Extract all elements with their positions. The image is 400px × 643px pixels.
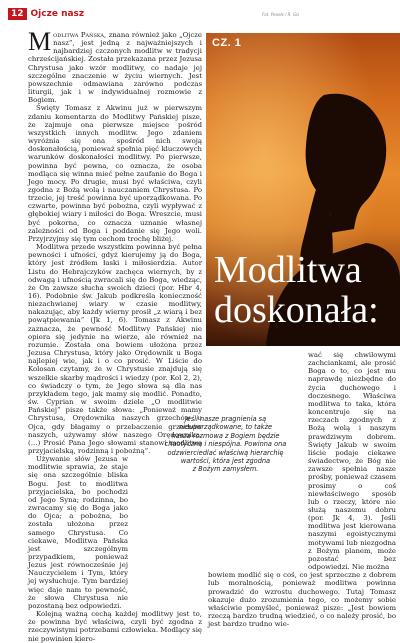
right-paragraph-2: bowiem modlić się o coś, co jest sprzeczne z dobrem lub moralnością, ponieważ modlitwa powinna prowadzić do wzrostu duchowego. Tutaj Tomasz okazuje dużo zrozumienia tego, co możemy sobie właściwie pomyśleć, ponieważ pisze: „Jest bowiem rzeczą bardzo trudną wiedzieć, o co należy prosić, bo jest bardzo trudno wie- — [208, 571, 396, 629]
paragraph-5: Kolejną ważną cechą każdej modlitwy jest to, że powinna być właściwa, czyli być zgodna z rzeczywistymi potrzebami człowieka. Modlący się nie powinien kiero- — [28, 610, 202, 643]
page-header — [8, 8, 84, 20]
right-paragraph-1: wać się chwilowymi zachciankami, ale prosić Boga o to, co jest mu naprawdę niezbędne do życia duchowego i doczesnego. Właściwa modlitwa to taka, która koncentruje się na rzeczach zgodnych z Bożą wolą i naszym prawdziwym dobrem. Święty Jakub w swoim liście podaje ciekawe świadectwo, że Bóg nie zawsze spełnia nasze prośby, ponieważ czasem prosimy o coś niewłaściwego sposób lub o rzeczy, które nie służą naszemu dobru (por. Jk 4, 3). Jeśli modlitwa jest kierowana naszymi egoistycznymi motywami lub niezgodna z Bożym planem, może pozostać bez odpowiedzi. Nie można — [308, 351, 397, 572]
chapter-label: CZ. 1 — [212, 37, 242, 49]
title-line-1: Modlitwa — [214, 249, 362, 291]
quote-line: z Bożym zamysłem. — [192, 465, 259, 474]
quote-line: wartości, która jest zgodna — [180, 457, 271, 466]
paragraph-1 — [28, 27, 202, 105]
quote-line: Jeśli nasze pragnienia są — [184, 415, 267, 423]
title-line-2: doskonała: — [214, 289, 379, 331]
paragraph-4: Używanie słów Jezusa w modlitwie sprawia, że staje się ona szczególnie bliska Bogu. Jest to modlitwa przyjacielska, bo pochodzi od Jego Syna; rodzinna, bo zwracamy się do Boga jako do Ojca; a pobożna, bo została ułożona przez samego Chrystusa. Co ciekawe, Modlitwa Pańska jest szczególnym przypadkiem, ponieważ Jezus jest równocześnie jej Nauczycielem i Tym, który jej wysłuchuje. Tym bardziej więc daje nam to pewność, że słowa Chrystusa nie pozostaną bez odpowiedzi. — [28, 455, 128, 610]
photo-credit: Fot. Pexels / R. Gis — [262, 12, 300, 17]
lead-in: odlitwa Pańska, — [53, 31, 107, 39]
section-title: Ojcze nasz — [30, 9, 85, 19]
pull-quote — [148, 415, 303, 474]
quote-line: nasza rozmowa z Bogiem będzie — [171, 431, 280, 440]
quote-line: odzwierciedlać właściwą hierarchię — [167, 448, 284, 457]
quote-line: chaotyczna i niespójna. Powinna ona — [164, 440, 287, 449]
article-title — [214, 250, 379, 330]
quote-line: nieuporządkowane, to także — [178, 423, 273, 432]
page-number: 12 — [8, 8, 27, 20]
drop-cap: M — [28, 27, 52, 56]
paragraph-2: Święty Tomasz z Akwinu już w pierwszym zdaniu komentarza do Modlitwy Pańskiej pisze, że zajmuje ona pierwsze miejsce pośród wszystkich innych modlitw. Jego zdaniem wyróżnia się ona spośród nich swoją doskonałością, ponieważ spełnia pięć kluczowych warunków doskonałości modlitwy. Po pierwsze, powinna być pewna, co oznacza, że osoba modląca się winna mieć pełne zaufanie do Boga i Jego mocy. Po drugie, musi być właściwa, czyli zgodna z Bożą wolą i nauczaniem Chrystusa. Po trzecie, jej treść powinna być uporządkowana. Po czwarte, powinna być pobożna, czyli wypływać z głębokiej wiary i miłości do Boga. Wreszcie, musi być pokorna, co oznacza uznanie własnej zależności od Boga i poddanie się Jego woli. Przyjrzyjmy się tym cechom trochę bliżej. — [28, 104, 202, 243]
paragraph-1-text: znana również jako „Ojcze nasz”, jest jedną z najważniejszych i najbardziej czczonych modlitw w tradycji chrześcijańskiej. Została przekazana przez Jezusa Chrystusa jako wzór modlitwy, co nadaje jej szczególne znaczenie w życiu wiernych. Jest powszechnie odmawiana zarówno podczas liturgii, jak i w indywidualnej rozmowie z Bogiem. — [28, 31, 202, 105]
paragraph-3: Modlitwa przede wszystkim powinna być pełna pewności i ufności, gdyż kierujemy ją do Boga, który jest źródłem łaski i miłosierdzia. Autor Listu do Hebrajczyków zachęca wiernych, by z odwagą i ufnością zwracali się do Boga, wiedząc, że On zawsze słucha swoich dzieci (por. Hbr 4, 16). Podobnie św. Jakub podkreśla konieczność niezachwianej wiary w czasie modlitwy, nakazując, aby każdy wierny prosił „z wiarą i bez powątpiewania” (Jk 1, 6). Tomasz z Akwinu zaznacza, że pewność Modlitwy Pańskiej nie opiera się jedynie na wierze, ale również na rozumie. Została ona bowiem ułożona przez Jezusa Chrystusa, który jako Orędownik u Boga najlepiej wie, jak i o co prosić. W Liście do Kolosan czytamy, że w Chrystusie znajdują się wszelkie skarby mądrości i wiedzy (por. Kol 2, 2), co świadczy o tym, że Jego słowa są dla nas przykładem tego, jak mamy się modlić. Ponadto, św. Cyprian w swoim dziele „O modlitwie Pańskiej” pisze także słowa: „Ponieważ mamy Chrystusa, Orędownika naszych grzechów u Ojca, gdy błagamy o przebaczenie grzechów naszych, używamy słów naszego Orędownika. (…) Prosić Pana Jego słowami stanowi modlitwę przyjacielską, rodzinną i pobożną”. — [28, 243, 202, 455]
